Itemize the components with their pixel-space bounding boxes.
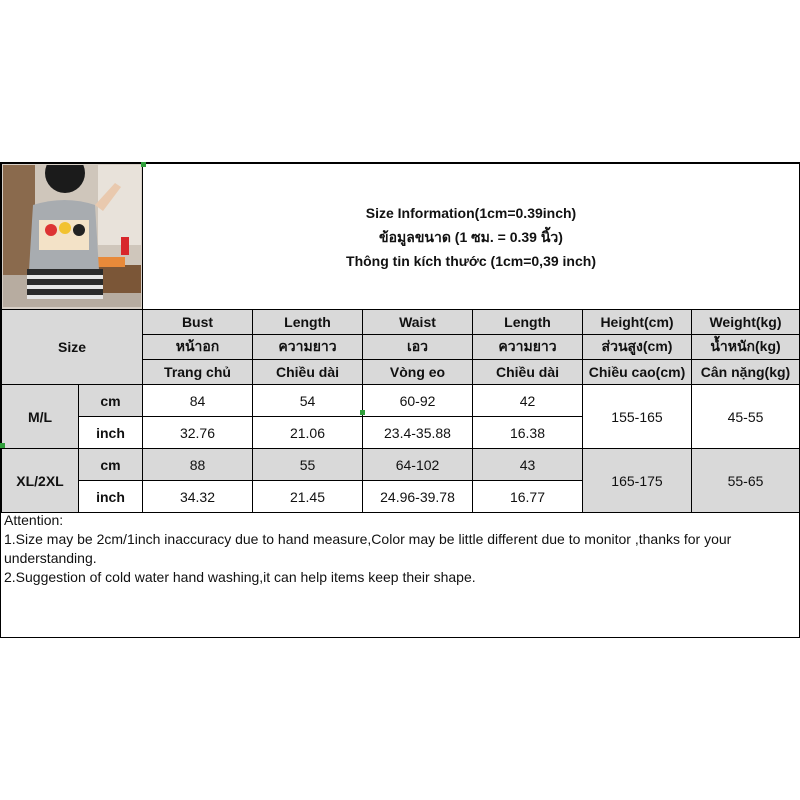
col-header-height-th: ส่วนสูง(cm)	[583, 335, 692, 360]
weight-range: 55-65	[692, 449, 800, 513]
corner-marker	[141, 162, 146, 167]
height-range: 155-165	[583, 385, 692, 449]
cell-value: 16.38	[473, 417, 583, 449]
cell-value: 54	[253, 385, 363, 417]
unit-label: inch	[79, 417, 143, 449]
unit-label: cm	[79, 449, 143, 481]
col-header-bust-th: หน้าอก	[143, 335, 253, 360]
attention-notes	[4, 511, 794, 587]
size-info-title-en: Size Information(1cm=0.39inch)	[365, 204, 577, 221]
col-header-length-vi: Chiều dài	[253, 360, 363, 385]
size-name-xl2xl: XL/2XL	[2, 449, 79, 513]
size-table	[1, 163, 800, 513]
cell-value: 34.32	[143, 481, 253, 513]
size-information-cell	[143, 164, 800, 310]
col-header-weight-en: Weight(kg)	[692, 310, 800, 335]
cell-value: 16.77	[473, 481, 583, 513]
col-header-weight-vi: Cân nặng(kg)	[692, 360, 800, 385]
col-header-length2-vi: Chiều dài	[473, 360, 583, 385]
col-header-waist-th: เอว	[363, 335, 473, 360]
col-header-weight-th: น้ำหนัก(kg)	[692, 335, 800, 360]
weight-range: 45-55	[692, 385, 800, 449]
cell-value: 21.45	[253, 481, 363, 513]
corner-marker	[0, 443, 5, 448]
size-chart-sheet	[0, 162, 800, 638]
col-header-height-vi: Chiều cao(cm)	[583, 360, 692, 385]
product-photo-cell	[2, 164, 143, 310]
size-header: Size	[2, 310, 143, 385]
col-header-length2-th: ความยาว	[473, 335, 583, 360]
height-range: 165-175	[583, 449, 692, 513]
col-header-length2-en: Length	[473, 310, 583, 335]
unit-label: cm	[79, 385, 143, 417]
size-info-title-vi: Thông tin kích thước (1cm=0,39 inch)	[346, 252, 596, 269]
cell-value: 23.4-35.88	[363, 417, 473, 449]
cell-value: 21.06	[253, 417, 363, 449]
cell-value: 55	[253, 449, 363, 481]
size-name-ml: M/L	[2, 385, 79, 449]
table-row	[2, 385, 800, 417]
cell-value: 64-102	[363, 449, 473, 481]
unit-label: inch	[79, 481, 143, 513]
col-header-length-th: ความยาว	[253, 335, 363, 360]
cell-value: 32.76	[143, 417, 253, 449]
size-info-title-th: ข้อมูลขนาด (1 ซม. = 0.39 นิ้ว)	[379, 228, 563, 245]
cell-value: 42	[473, 385, 583, 417]
attention-note-2: 2.Suggestion of cold water hand washing,it can help items keep their shape.	[4, 569, 476, 585]
attention-note-1: 1.Size may be 2cm/1inch inaccuracy due to hand measure,Color may be little different due to monitor ,thanks for your	[4, 531, 732, 547]
corner-marker	[360, 410, 365, 415]
attention-title: Attention:	[4, 512, 64, 528]
table-row	[2, 449, 800, 481]
cell-value: 60-92	[363, 385, 473, 417]
cell-value: 84	[143, 385, 253, 417]
col-header-bust-en: Bust	[143, 310, 253, 335]
cell-value: 88	[143, 449, 253, 481]
cell-value: 24.96-39.78	[363, 481, 473, 513]
col-header-waist-vi: Vòng eo	[363, 360, 473, 385]
col-header-length-en: Length	[253, 310, 363, 335]
product-photo	[3, 165, 141, 307]
col-header-waist-en: Waist	[363, 310, 473, 335]
cell-value: 43	[473, 449, 583, 481]
attention-note-1-cont: understanding.	[4, 550, 97, 566]
col-header-bust-vi: Trang chủ	[143, 360, 253, 385]
col-header-height-en: Height(cm)	[583, 310, 692, 335]
